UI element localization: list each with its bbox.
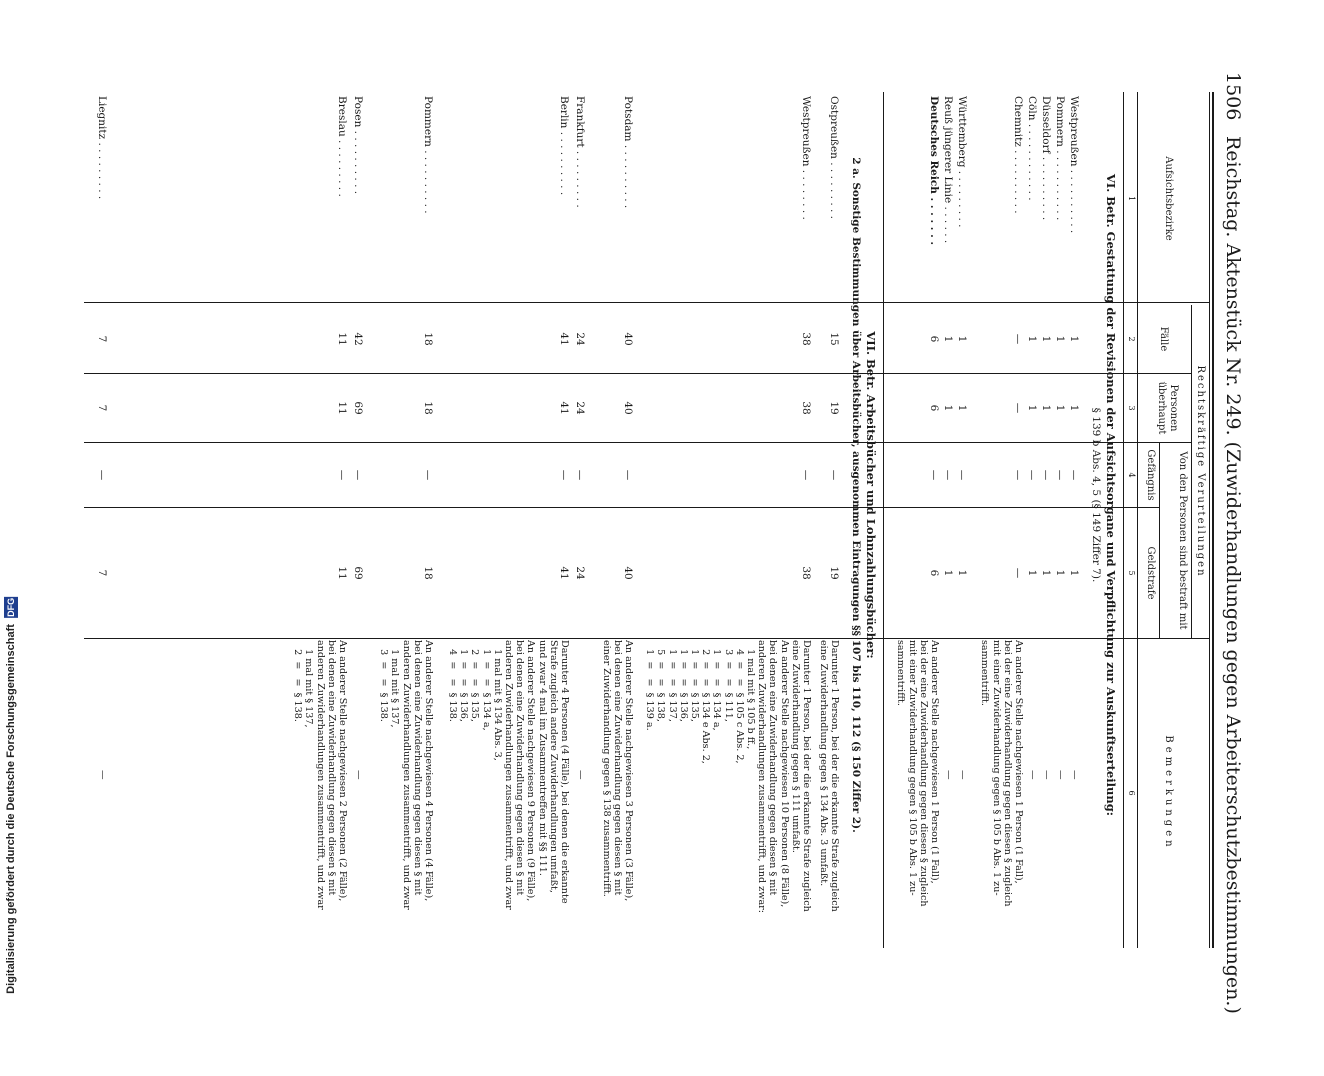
cell-faelle: 1 xyxy=(942,335,954,343)
row-name: Düsseldorf . . . . . . . . . . xyxy=(1040,96,1052,221)
cell-gefaengnis: — xyxy=(1026,469,1038,481)
cell-faelle: — xyxy=(1012,333,1024,345)
row-name: Württemberg . . . . . . . . . xyxy=(956,96,968,228)
row-name-total: Deutsches Reich . . . . . . . xyxy=(928,96,940,246)
cell-personen: 1 xyxy=(1054,404,1066,412)
cell-personen: 1 xyxy=(1068,404,1080,412)
cell-geldstrafe: 6 xyxy=(928,569,940,577)
cell-personen: 41 xyxy=(558,401,570,415)
cell-faelle: 1 xyxy=(956,335,968,343)
cell-geldstrafe: 24 xyxy=(574,566,586,580)
cell-bemerkung: — xyxy=(943,770,954,780)
colnum-5: 5 xyxy=(1127,570,1136,576)
header-sub-rule xyxy=(1159,443,1160,638)
cell-bemerkung: — xyxy=(1055,770,1066,780)
cell-bemerkung: — xyxy=(1069,770,1080,780)
cell-geldstrafe: 1 xyxy=(956,569,968,577)
cell-gefaengnis: — xyxy=(928,469,940,481)
section-vii-subtitle: 2 a. Sonstige Bestimmungen über Arbeitsbücher, ausgenommen Eintragungen §§ 107 bis 110, 112 (§ 150 Ziffer 2). xyxy=(850,157,862,833)
cell-bemerkung: Darunter 1 Person, bei der die erkannte Strafe zugleich eine Zuwiderhandlung gegen § 111 umfaßt. An anderer Stelle nachgewiesen 10 Personen (8 Fälle), bei denen eine Zuwiderhandlung gegen diesen § mit anderen Zuwiderhandlungen zusammentrifft, und zwar: 1 mal mit § 105 b ff., 4 = = § 105 c Abs. 2, 3 = = § 111, 1 = = § 134 a, 2 = = § 134 e Abs. 2, 1 = = § 135, 1 = = § 136, 1 = = § 137, 5 = = § 138, 1 = = § 139 a. xyxy=(644,640,812,913)
cell-bemerkung: Darunter 1 Person, bei der die erkannte Strafe zugleich eine Zuwiderhandlung gegen § 134 Abs. 3 umfaßt. xyxy=(817,640,840,912)
cell-personen: 24 xyxy=(574,401,586,415)
cell-personen: 1 xyxy=(1040,404,1052,412)
cell-personen: 18 xyxy=(422,401,434,415)
cell-gefaengnis: — xyxy=(622,469,634,481)
cell-bemerkung: An anderer Stelle nachgewiesen 3 Personen (3 Fälle), bei denen eine Zuwiderhandlung gegen diesen § mit einer Zuwiderhandlung gegen § 138 zusammentrifft. xyxy=(600,640,634,902)
cell-gefaengnis: — xyxy=(352,469,364,481)
cell-faelle: 42 xyxy=(352,332,364,346)
cell-personen: 6 xyxy=(928,404,940,412)
cell-gefaengnis: — xyxy=(800,469,812,481)
cell-geldstrafe: 40 xyxy=(622,566,634,580)
cell-bemerkung: An anderer Stelle nachgewiesen 1 Person (1 Fall), bei der eine Zuwiderhandlung gegen diesen § zugleich mit einer Zuwiderhandlung gegen § 105 b Abs. 1 zu- sammentrifft. xyxy=(895,640,940,907)
header-group-rule xyxy=(1191,305,1192,638)
cell-faelle: 18 xyxy=(422,332,434,346)
cell-geldstrafe: — xyxy=(1012,567,1024,579)
header-gefaengnis: Gefängnis xyxy=(1145,449,1156,501)
digitization-credit xyxy=(4,597,18,994)
cell-gefaengnis: — xyxy=(956,469,968,481)
colnum-1: 1 xyxy=(1127,195,1136,202)
cell-geldstrafe: 38 xyxy=(800,566,812,580)
cell-personen: 11 xyxy=(336,401,348,415)
cell-bemerkung: An anderer Stelle nachgewiesen 1 Person (1 Fall), bei der eine Zuwiderhandlung gegen diesen § zugleich mit einer Zuwiderhandlung gegen § 105 b Abs. 1 zu- sammentrifft. xyxy=(979,640,1024,907)
cell-bemerkung: Darunter 4 Personen (4 Fälle), bei denen die erkannte Strafe zugleich andere Zuwiderhandlungen umfaßt, und zwar 4 mal im Zusammentreffen mit §§ 111. An anderer Stelle nachgewiesen 9 Personen (9 Fälle), bei denen eine Zuwiderhandlung gegen diesen § mit anderen Zuwiderhandlungen zusammentrifft, und zwar 1 mal mit § 134 Abs. 3, 1 = = § 134 a, 2 = = § 135, 1 = = § 136, 4 = = § 138. xyxy=(446,640,570,910)
cell-geldstrafe: 41 xyxy=(558,566,570,580)
cell-geldstrafe: 7 xyxy=(96,569,108,577)
page-header xyxy=(1216,72,1246,1014)
section-divider xyxy=(883,92,884,948)
cell-geldstrafe: 11 xyxy=(336,566,348,580)
cell-bemerkung: — xyxy=(353,770,364,780)
cell-personen: — xyxy=(1012,402,1024,414)
row-name: Pommern . . . . . . . . . . xyxy=(422,96,434,214)
cell-faelle: 1 xyxy=(1068,335,1080,343)
row-name: Westpreußen . . . . . . . . . . xyxy=(1068,96,1080,234)
page-title: Reichstag. Aktenstück Nr. 249. (Zuwiderhandlungen gegen Arbeiterschutzbestimmungen.) xyxy=(1222,136,1244,1014)
cell-personen: 1 xyxy=(942,404,954,412)
cell-geldstrafe: 19 xyxy=(828,566,840,580)
section-vii-title: VII. Betr. Arbeitsbücher und Lohnzahlungsbücher: xyxy=(864,331,878,659)
header-aufsichtsbezirke: Aufsichtsbezirke xyxy=(1163,156,1174,241)
colnum-4: 4 xyxy=(1127,472,1136,478)
row-name: Frankfurt . . . . . . . . . xyxy=(574,96,586,208)
row-name: Berlin . . . . . . . . . . xyxy=(558,96,570,196)
cell-gefaengnis: — xyxy=(422,469,434,481)
cell-gefaengnis: — xyxy=(96,469,108,481)
credit-text: Digitalisierung gefördert durch die Deutsche Forschungsgemeinschaft xyxy=(5,624,17,994)
row-name: Ostpreußen . . . . . . . . . xyxy=(828,96,840,220)
cell-bemerkung: — xyxy=(575,770,586,780)
cell-bemerkung: — xyxy=(957,770,968,780)
row-name: Westpreußen . . . . . . . . xyxy=(800,96,812,220)
row-name: Cöln . . . . . . . . . . . . xyxy=(1026,96,1038,201)
cell-geldstrafe: 1 xyxy=(1054,569,1066,577)
cell-gefaengnis: — xyxy=(1068,469,1080,481)
cell-personen: 40 xyxy=(622,401,634,415)
row-name: Potsdam . . . . . . . . . . xyxy=(622,96,634,209)
top-rule xyxy=(1212,92,1214,948)
row-name: Liegnitz . . . . . . . . . xyxy=(96,96,108,200)
cell-faelle: 1 xyxy=(1026,335,1038,343)
cell-faelle: 1 xyxy=(1040,335,1052,343)
cell-gefaengnis: — xyxy=(1054,469,1066,481)
top-rule-thin xyxy=(1209,92,1210,948)
header-faelle: Fälle xyxy=(1158,326,1169,352)
cell-gefaengnis: — xyxy=(1040,469,1052,481)
cell-gefaengnis: — xyxy=(828,469,840,481)
section-vi-subtitle: § 139 b Abs. 4, 5 (§ 149 Ziffer 7). xyxy=(1090,407,1102,583)
cell-geldstrafe: 1 xyxy=(1040,569,1052,577)
colnum-rule xyxy=(1123,92,1124,948)
header-verurteilungen: Rechtskräftige Verurteilungen xyxy=(1195,365,1206,578)
row-name: Pommern . . . . . . . . . . . xyxy=(1054,96,1066,221)
colnum-6: 6 xyxy=(1127,790,1136,796)
page-number: 1506 xyxy=(1222,72,1244,121)
cell-personen: 7 xyxy=(96,404,108,412)
header-personen: Personen überhaupt xyxy=(1156,381,1179,435)
colnum-3: 3 xyxy=(1127,405,1136,411)
cell-faelle: 7 xyxy=(96,335,108,343)
row-name: Reuß jüngerer Linie . . . . . . xyxy=(942,96,954,244)
cell-geldstrafe: 1 xyxy=(942,569,954,577)
header-bemerkungen: Bemerkungen xyxy=(1163,735,1174,851)
cell-faelle: 15 xyxy=(828,332,840,346)
cell-bemerkung: An anderer Stelle nachgewiesen 2 Personen (2 Fälle), bei denen eine Zuwiderhandlung gegen diesen § mit anderen Zuwiderhandlungen zusammentrifft, und zwar 1 mal mit § 137, 2 = = § 138. xyxy=(292,640,348,910)
cell-personen: 19 xyxy=(828,401,840,415)
cell-personen: 1 xyxy=(1026,404,1038,412)
cell-gefaengnis: — xyxy=(558,469,570,481)
cell-gefaengnis: — xyxy=(942,469,954,481)
cell-faelle: 1 xyxy=(1054,335,1066,343)
cell-geldstrafe: 69 xyxy=(352,566,364,580)
cell-faelle: 41 xyxy=(558,332,570,346)
cell-faelle: 24 xyxy=(574,332,586,346)
cell-personen: 69 xyxy=(352,401,364,415)
cell-personen: 38 xyxy=(800,401,812,415)
cell-faelle: 40 xyxy=(622,332,634,346)
row-name: Posen . . . . . . . . . . xyxy=(352,96,364,195)
cell-bemerkung: An anderer Stelle nachgewiesen 4 Personen (4 Fälle), bei denen eine Zuwiderhandlung gegen diesen § mit anderen Zuwiderhandlungen zusammentrifft, und zwar 1 mal mit § 137, 3 = = § 138. xyxy=(378,640,434,910)
cell-geldstrafe: 1 xyxy=(1068,569,1080,577)
row-name: Chemnitz . . . . . . . . . . xyxy=(1012,96,1024,214)
col-sep-3 xyxy=(84,442,1191,443)
section-vi-title: VI. Betr. Gestattung der Revisionen der Aufsichtsorgane und Verpflichtung zur Auskunftserteilung: xyxy=(1104,174,1118,816)
cell-faelle: 38 xyxy=(800,332,812,346)
cell-bemerkung: — xyxy=(1041,770,1052,780)
cell-faelle: 6 xyxy=(928,335,940,343)
cell-gefaengnis: — xyxy=(1012,469,1024,481)
colnum-2: 2 xyxy=(1127,336,1136,342)
cell-personen: 1 xyxy=(956,404,968,412)
header-geldstrafe: Geldstrafe xyxy=(1145,546,1156,600)
col-sep-5 xyxy=(84,638,1209,639)
cell-gefaengnis: — xyxy=(574,469,586,481)
dfg-logo: DFG xyxy=(6,598,16,618)
header-bottom-rule xyxy=(1137,92,1138,948)
col-sep-2 xyxy=(84,373,1191,374)
cell-bemerkung: — xyxy=(1027,770,1038,780)
row-name: Breslau . . . . . . . . . xyxy=(336,96,348,197)
cell-geldstrafe: 1 xyxy=(1026,569,1038,577)
col-sep-1 xyxy=(84,302,1209,303)
cell-faelle: 11 xyxy=(336,332,348,346)
cell-bemerkung: — xyxy=(97,770,108,780)
cell-gefaengnis: — xyxy=(336,469,348,481)
header-bestraft-mit: Von den Personen sind bestraft mit xyxy=(1177,451,1188,630)
cell-geldstrafe: 18 xyxy=(422,566,434,580)
